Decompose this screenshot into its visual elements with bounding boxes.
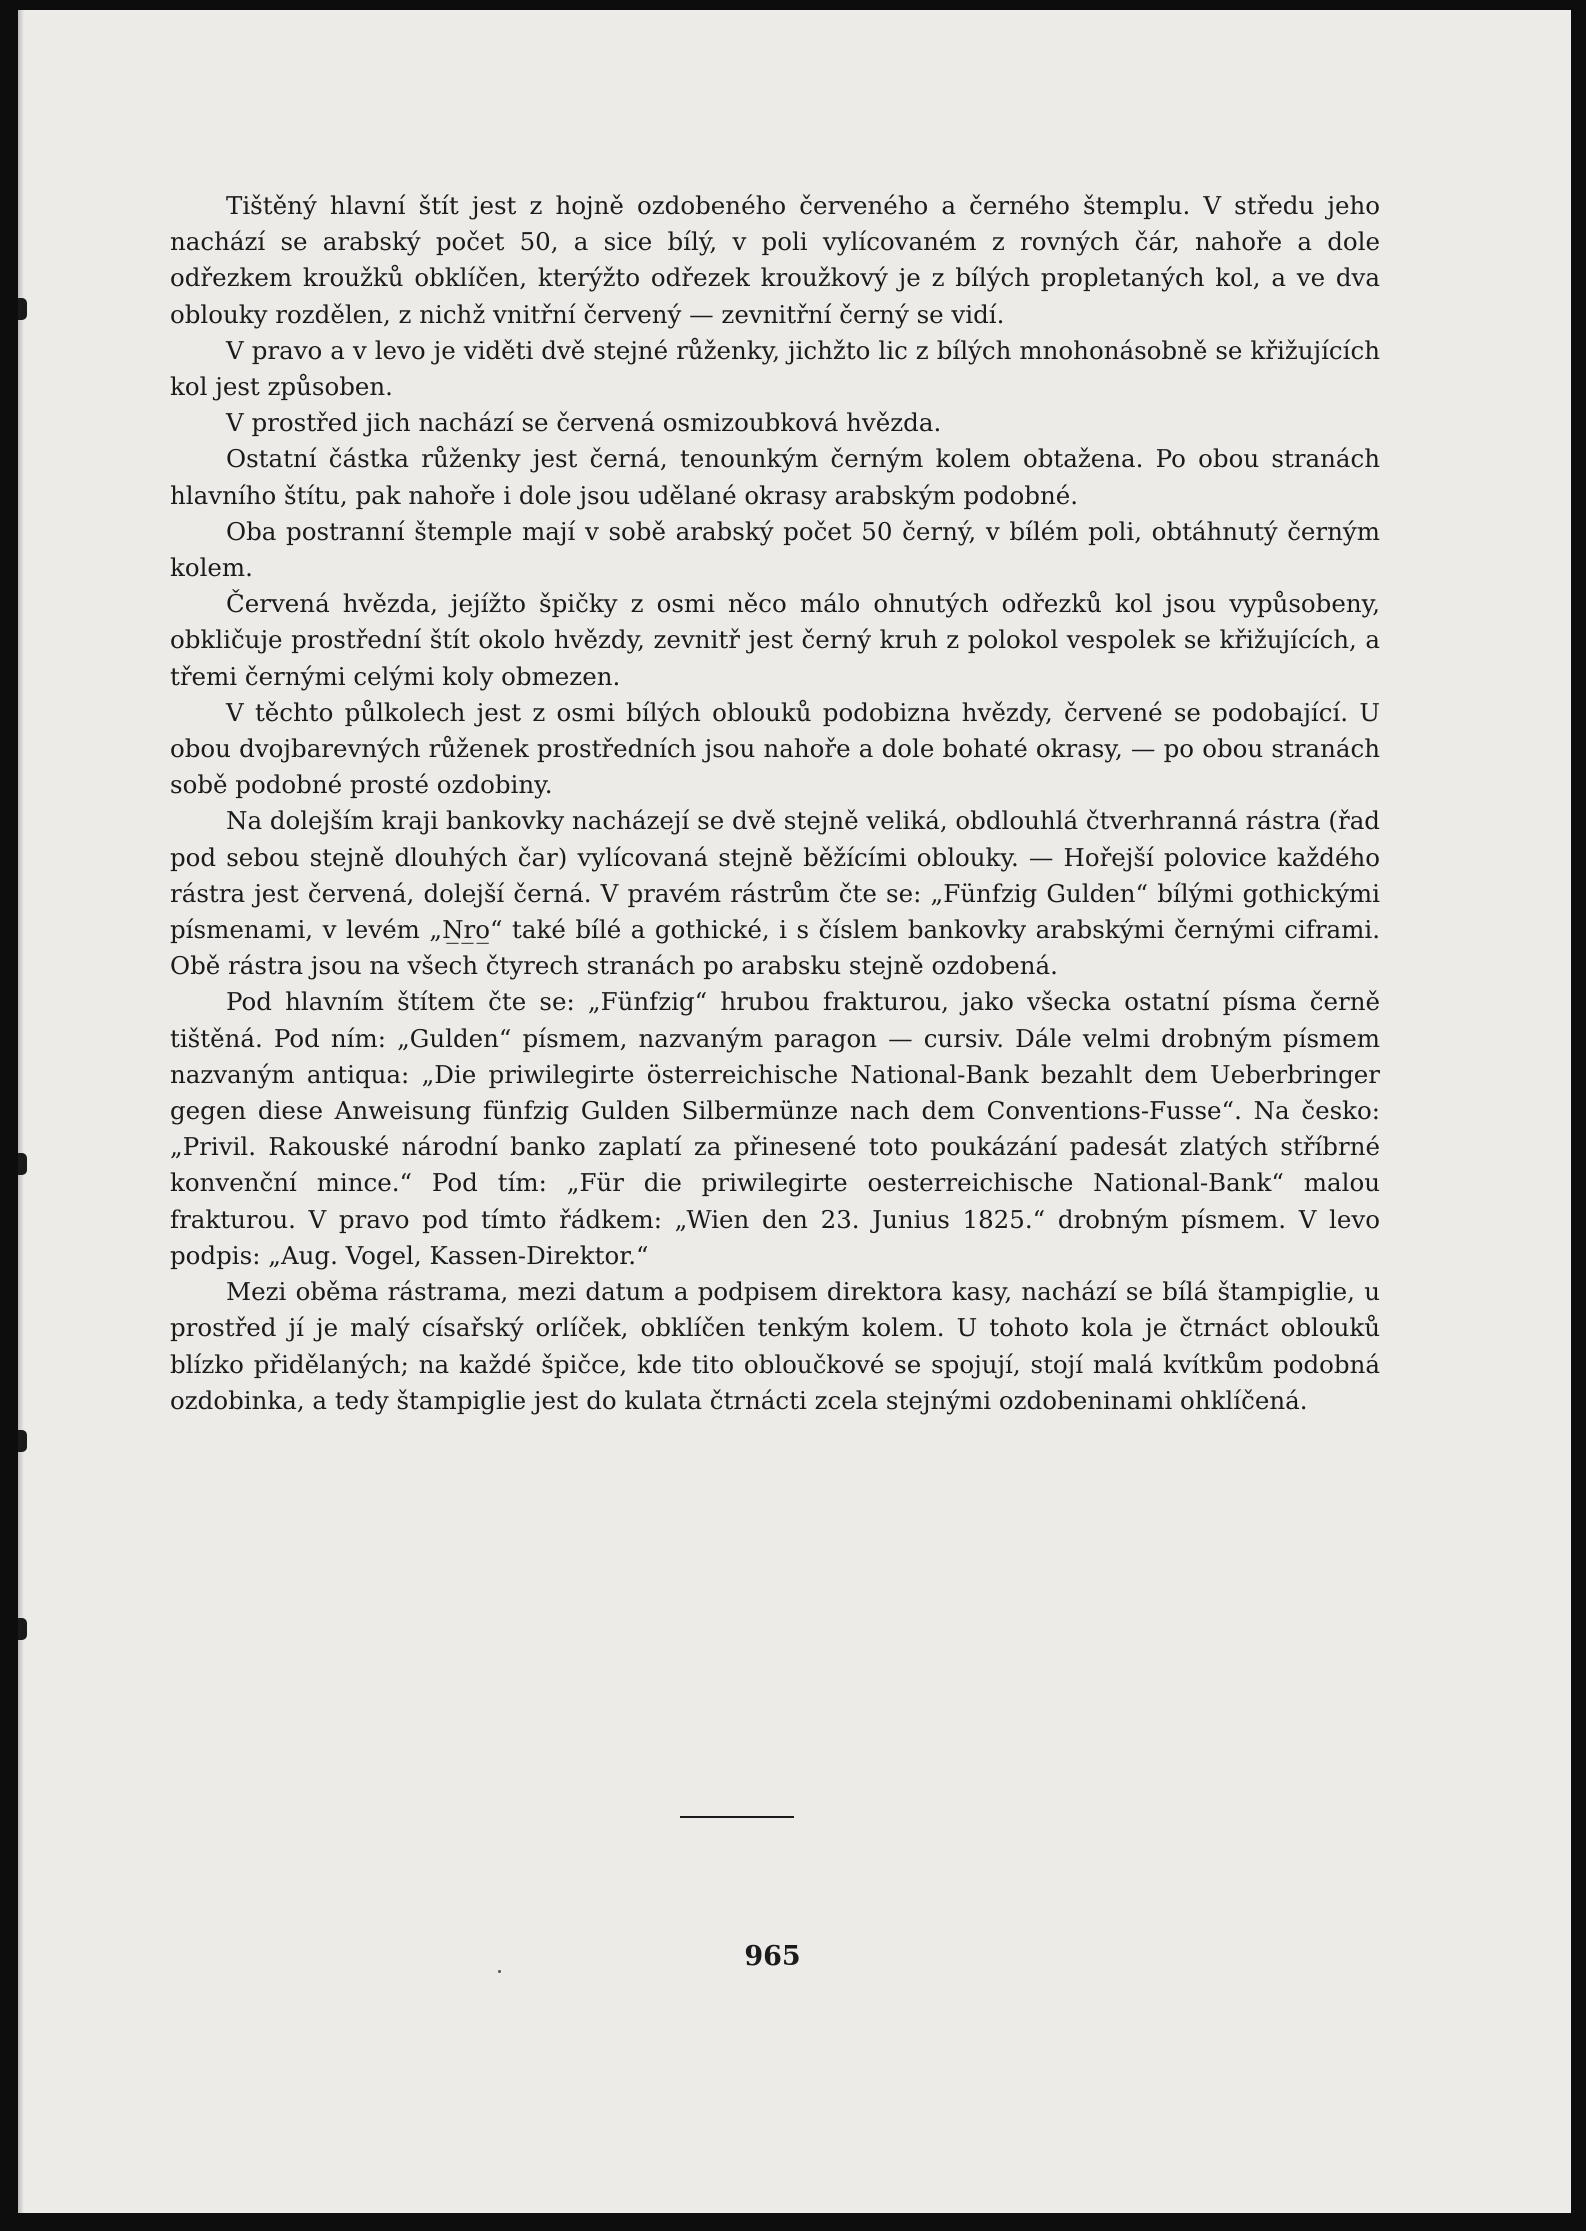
paragraph: V těchto půlkolech jest z osmi bílých oblouků podobizna hvězdy, červené se podobající. U obou dvojbarevných růženek prostředních jsou nahoře a dole bohaté okrasy, — po obou stranách sobě podobné prosté ozdobiny. <box>170 697 1380 800</box>
document-page <box>18 10 1571 2213</box>
binding-mark <box>18 298 27 320</box>
binding-mark <box>18 1618 27 1640</box>
paragraph: Mezi oběma rástrama, mezi datum a podpisem direktora kasy, nachází se bílá štampiglie, u prostřed jí je malý císařský orlíček, obklíčen tenkým kolem. U tohoto kola je čtrnáct oblouků blízko přidělaných; na každé špičce, kde tito obloučkové se spojují, stojí malá kvítkům podobná ozdobinka, a tedy štampiglie jest do kulata čtrnácti zcela stejnými ozdobeninami ohklíčená. <box>170 1277 1380 1415</box>
section-rule <box>680 1816 794 1818</box>
binding-mark <box>18 1430 27 1452</box>
paragraph: Ostatní částka růženky jest černá, tenounkým černým kolem obtažena. Po obou stranách hlavního štítu, pak nahoře i dole jsou udělané okrasy arabským podobné. <box>170 444 1380 510</box>
paragraph: Oba postranní štemple mají v sobě arabský počet 50 černý, v bílém poli, obtáhnutý černým kolem. <box>170 516 1380 583</box>
paragraph: Červená hvězda, jejížto špičky z osmi něco málo ohnutých odřezků kol jsou vypůsobeny, obkličuje prostřední štít okolo hvězdy, zevnitř jest černý kruh z polokol vespolek se křižujících, a třemi černými celými koly obmezen. <box>170 589 1380 691</box>
paragraph: V pravo a v levo je viděti dvě stejné růženky, jichžto lic z bílých mnohonásobně se křižujících kol jest způsoben. <box>170 335 1380 402</box>
paragraph: Tištěný hlavní štít jest z hojně ozdobeného červeného a černého štemplu. V středu jeho nachází se arabský počet 50, a sice bílý, v poli vylícovaném z rovných čár, nahoře a dole odřezkem kroužků obklíčen, kterýžto odřezek kroužkový je z bílých propletaných kol, a ve dva oblouky rozdělen, z nichž vnitřní červený — zevnitřní černý se vidí. <box>170 191 1380 329</box>
paragraph: Pod hlavním štítem čte se: „Fünfzig“ hrubou frakturou, jako všecka ostatní písma černě tištěná. Pod ním: „Gulden“ písmem, nazvaným paragon — cursiv. Dále velmi drobným písmem nazvaným antiqua: „Die priwilegirte österreichische National-Bank bezahlt dem Ueberbringer gegen diese Anweisung fünfzig Gulden Silbermünze nach dem Conventions-Fusse“. Na česko: „Privil. Rakouské národní banko zaplatí za přinesené toto poukázání padesát zlatých stříbrné konvenční mince.“ Pod tím: „Für die priwilegirte oesterreichische National-Bank“ malou frakturou. V pravo pod tímto řádkem: „Wien den 23. Junius 1825.“ drobným písmem. V levo podpis: „Aug. Vogel, Kassen-Direktor.“ <box>170 987 1380 1270</box>
binding-mark <box>18 1153 27 1175</box>
paragraph: V prostřed jich nachází se červená osmizoubková hvězda. <box>226 408 942 438</box>
paragraph: Na dolejším kraji bankovky nacházejí se dvě stejně veliká, obdlouhlá čtverhranná rástra (řad pod sebou stejně dlouhých čar) vylícovaná stejně běžícími oblouky. — Hořejší polovice každého rástra jest červená, dolejší černá. V pravém rástrům čte se: „Fünfzig Gulden“ bílými gothickými písmenami, v levém „N̲r̲o̲“ také bílé a gothické, i s číslem bankovky arabskými černými ciframi. Obě rástra jsou na všech čtyrech stranách po arabsku stejně ozdobená. <box>170 806 1380 981</box>
page-number: 965 <box>744 1941 801 1972</box>
body-text <box>170 188 1380 1419</box>
